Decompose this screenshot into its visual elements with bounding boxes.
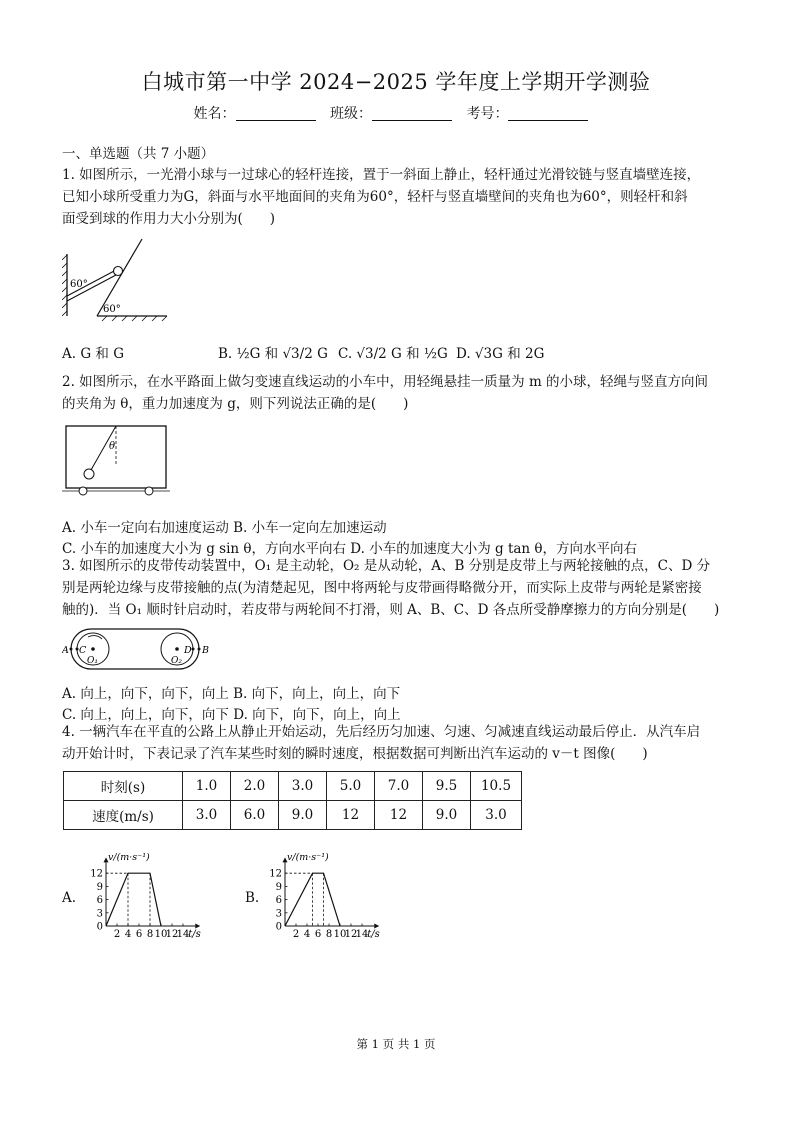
x-axis-arrow [374, 924, 379, 929]
table-cell: 10.5 [471, 772, 522, 801]
x-axis-label: t/s [367, 929, 380, 940]
table-cell: 1.0 [183, 772, 231, 801]
table-cell: 9.0 [423, 801, 471, 830]
table-cell: 5.0 [327, 772, 375, 801]
number-blank[interactable] [508, 106, 588, 121]
q2-diagram [62, 420, 172, 500]
x-tick-label: 8 [146, 929, 154, 940]
q4-line2: 动开始计时，下表记录了汽车某些时刻的瞬时速度，根据数据可判断出汽车运动的 v－t 图像( ) [62, 746, 648, 762]
q1-option-d[interactable]: D. √3G 和 2G [456, 346, 545, 362]
x-axis-label: t/s [188, 929, 201, 940]
class-label: 班级： [330, 106, 372, 122]
table-header-speed: 速度(m/s) [64, 801, 183, 830]
pendulum-ball [84, 469, 94, 479]
section-heading: 一、单选题（共 7 小题） [62, 146, 215, 162]
x-tick-label: 6 [135, 929, 143, 940]
label-d: D [184, 645, 192, 656]
class-blank[interactable] [372, 106, 452, 121]
angle-top-label: 60° [70, 279, 88, 290]
q4-graph-b-label[interactable]: B. [245, 890, 260, 906]
table-cell: 2.0 [231, 772, 279, 801]
label-b: B [202, 645, 209, 656]
q2-options-ab[interactable]: A. 小车一定向右加速度运动 B. 小车一定向左加速运动 [62, 520, 387, 536]
table-cell: 7.0 [375, 772, 423, 801]
table-cell: 3.0 [471, 801, 522, 830]
x-axis-arrow [195, 924, 200, 929]
table-cell: 3.0 [279, 772, 327, 801]
y-tick-label: 3 [275, 908, 282, 920]
q1-line1: 1. 如图所示，一光滑小球与一过球心的轻杆连接，置于一斜面上静止，轻杆通过光滑铰链与竖直墙壁连接， [62, 167, 701, 183]
point-d [192, 648, 195, 651]
point-b [198, 648, 201, 651]
theta-label: θ [109, 441, 116, 452]
q1-line2: 已知小球所受重力为G，斜面与水平地面间的夹角为60°，轻杆与竖直墙壁间的夹角也为60°，则轻杆和斜 [62, 189, 688, 205]
x-tick-label: 2 [292, 929, 300, 940]
q1-option-a[interactable]: A. G 和 G [62, 346, 124, 362]
name-blank[interactable] [236, 106, 316, 121]
q1-option-b[interactable]: B. ½G 和 √3/2 G [218, 346, 328, 362]
y-axis-label: v/(m·s⁻¹) [108, 852, 150, 863]
label-o1: O₁ [87, 656, 98, 666]
wheel-o2-center [175, 647, 179, 651]
q3-line3: 触的)．当 O₁ 顺时针启动时，若皮带与两轮间不打滑，则 A、B、C、D 各点所受静摩擦力的方向分别是( ) [62, 602, 720, 618]
y-tick-label: 9 [275, 881, 282, 893]
speed-table [63, 771, 522, 830]
table-cell: 6.0 [231, 801, 279, 830]
ground-hatch [102, 316, 167, 321]
table-cell: 9.5 [423, 772, 471, 801]
vt-chart-a [84, 848, 240, 940]
q1-line3: 面受到球的作用力大小分别为( ) [62, 211, 276, 227]
y-tick-label: 12 [90, 868, 103, 880]
q2-line2: 的夹角为 θ，重力加速度为 g，则下列说法正确的是( ) [62, 396, 409, 412]
y-tick-label: 0 [275, 921, 282, 933]
angle-bottom-label: 60° [103, 304, 121, 315]
q4-line1: 4. 一辆汽车在平直的公路上从静止开始运动，先后经历匀加速、匀速、匀减速直线运动最后停止．从汽车启 [62, 724, 701, 740]
x-tick-label: 4 [124, 929, 132, 940]
velocity-line [106, 873, 161, 926]
x-tick-label: 2 [113, 929, 121, 940]
y-tick-label: 6 [96, 895, 103, 907]
y-tick-label: 0 [96, 921, 103, 933]
table-row [64, 801, 522, 830]
wheel-o1-center [91, 647, 95, 651]
x-tick-label: 12 [165, 929, 179, 940]
y-tick-label: 6 [275, 895, 282, 907]
x-tick-label: 14 [176, 929, 190, 940]
q3-line1: 3. 如图所示的皮带传动装置中，O₁ 是主动轮，O₂ 是从动轮，A、B 分别是皮带上与两轮接触的点，C、D 分 [62, 558, 711, 574]
rotation-arrow [88, 636, 102, 639]
y-tick-label: 3 [96, 908, 103, 920]
q3-options-cd[interactable]: C. 向上，向上，向下，向下 D. 向下，向下，向上，向上 [62, 707, 401, 723]
vt-chart-b [263, 848, 423, 940]
q1-diagram [62, 234, 172, 324]
velocity-line [285, 873, 340, 926]
table-cell: 9.0 [279, 801, 327, 830]
table-row [64, 772, 522, 801]
q2-options-cd[interactable]: C. 小车的加速度大小为 g sin θ，方向水平向右 D. 小车的加速度大小为 g tan θ，方向水平向右 [62, 541, 638, 557]
x-tick-label: 10 [154, 929, 168, 940]
x-tick-label: 14 [355, 929, 369, 940]
q3-line2: 别是两轮边缘与皮带接触的点(为清楚起见，图中将两轮与皮带画得略微分开，而实际上皮带与两轮是紧密接 [62, 580, 702, 596]
table-header-time: 时刻(s) [64, 772, 183, 801]
point-a [70, 648, 73, 651]
label-o2: O₂ [171, 656, 182, 666]
table-cell: 3.0 [183, 801, 231, 830]
q3-options-ab[interactable]: A. 向上，向下，向下，向上 B. 向下，向上，向上，向下 [62, 686, 401, 702]
x-tick-label: 8 [325, 929, 333, 940]
name-label: 姓名： [193, 106, 236, 122]
number-label: 考号： [466, 106, 509, 122]
wall-hatch [62, 255, 67, 316]
page-title: 白城市第一中学 2024−2025 学年度上学期开学测验 [141, 70, 651, 94]
q2-line1: 2. 如图所示，在水平路面上做匀变速直线运动的小车中，用轻绳悬挂一质量为 m 的小球，轻绳与竖直方向间 [62, 374, 709, 390]
table-cell: 12 [375, 801, 423, 830]
student-info-line [0, 103, 792, 123]
y-tick-label: 12 [269, 868, 282, 880]
ball-shape [114, 267, 123, 276]
q1-option-c[interactable]: C. √3/2 G 和 ½G [338, 346, 448, 362]
q3-belt-diagram [62, 626, 212, 674]
page-footer: 第 1 页 共 1 页 [356, 1037, 436, 1051]
cart-wheel-right [145, 487, 153, 495]
label-c: C [79, 645, 87, 656]
x-tick-label: 4 [303, 929, 311, 940]
y-tick-label: 9 [96, 881, 103, 893]
x-tick-label: 6 [314, 929, 322, 940]
label-a: A [62, 645, 69, 656]
x-tick-label: 10 [333, 929, 347, 940]
y-axis-label: v/(m·s⁻¹) [287, 852, 329, 863]
x-tick-label: 12 [344, 929, 358, 940]
q4-graph-a-label[interactable]: A. [62, 890, 77, 906]
cart-wheel-left [79, 487, 87, 495]
table-cell: 12 [327, 801, 375, 830]
